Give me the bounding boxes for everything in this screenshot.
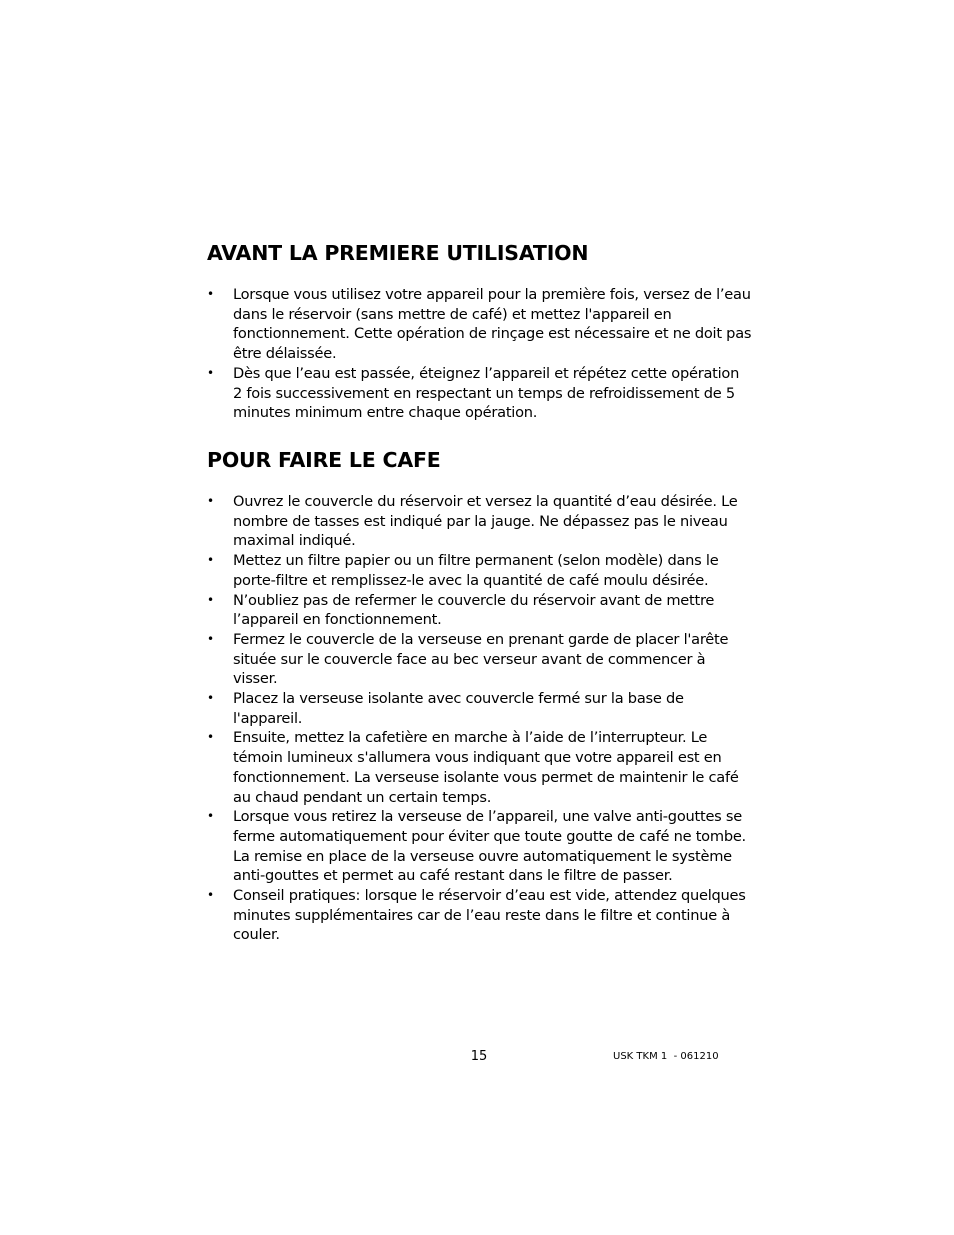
list-item: • Mettez un filtre papier ou un filtre permanent (selon modèle) dans le porte-filtre et remplissez-le avec la quantité de café moulu désirée.: [207, 551, 752, 590]
list-item: • Lorsque vous utilisez votre appareil pour la première fois, versez de l’eau dans le réservoir (sans mettre de café) et mettez l'appareil en fonctionnement. Cette opération de rinçage est nécessaire et ne doit pas être délaissée.: [207, 285, 752, 364]
list-item: • Lorsque vous retirez la verseuse de l’appareil, une valve anti-gouttes se ferme automatiquement pour éviter que toute goutte de café ne tombe. La remise en place de la verseuse ouvre automatiquement le système anti-gouttes et permet au café restant dans le filtre de passer.: [207, 807, 752, 886]
first-use-instructions-list: [207, 285, 752, 423]
making-coffee-instructions-list: [207, 492, 752, 945]
list-item: • Dès que l’eau est passée, éteignez l’appareil et répétez cette opération 2 fois successivement en respectant un temps de refroidissement de 5 minutes minimum entre chaque opération.: [207, 364, 752, 423]
document-reference: USK TKM 1 - 061210: [613, 1051, 719, 1062]
list-item: • Ensuite, mettez la cafetière en marche à l’aide de l’interrupteur. Le témoin lumineux s'allumera vous indiquant que votre appareil est en fonctionnement. La verseuse isolante vous permet de maintenir le café au chaud pendant un certain temps.: [207, 728, 752, 807]
list-item: • Placez la verseuse isolante avec couvercle fermé sur la base de l'appareil.: [207, 689, 752, 728]
list-item: • Ouvrez le couvercle du réservoir et versez la quantité d’eau désirée. Le nombre de tasses est indiqué par la jauge. Ne dépassez pas le niveau maximal indiqué.: [207, 492, 752, 551]
list-item: • Conseil pratiques: lorsque le réservoir d’eau est vide, attendez quelques minutes supplémentaires car de l’eau reste dans le filtre et continue à couler.: [207, 886, 752, 945]
page-number: 15: [470, 1049, 488, 1064]
section-heading-making-coffee: POUR FAIRE LE CAFE: [207, 448, 441, 472]
list-item: • Fermez le couvercle de la verseuse en prenant garde de placer l'arête située sur le couvercle face au bec verseur avant de commencer à visser.: [207, 630, 752, 689]
list-item: • N’oubliez pas de refermer le couvercle du réservoir avant de mettre l’appareil en fonctionnement.: [207, 591, 752, 630]
section-heading-first-use: AVANT LA PREMIERE UTILISATION: [207, 241, 589, 265]
